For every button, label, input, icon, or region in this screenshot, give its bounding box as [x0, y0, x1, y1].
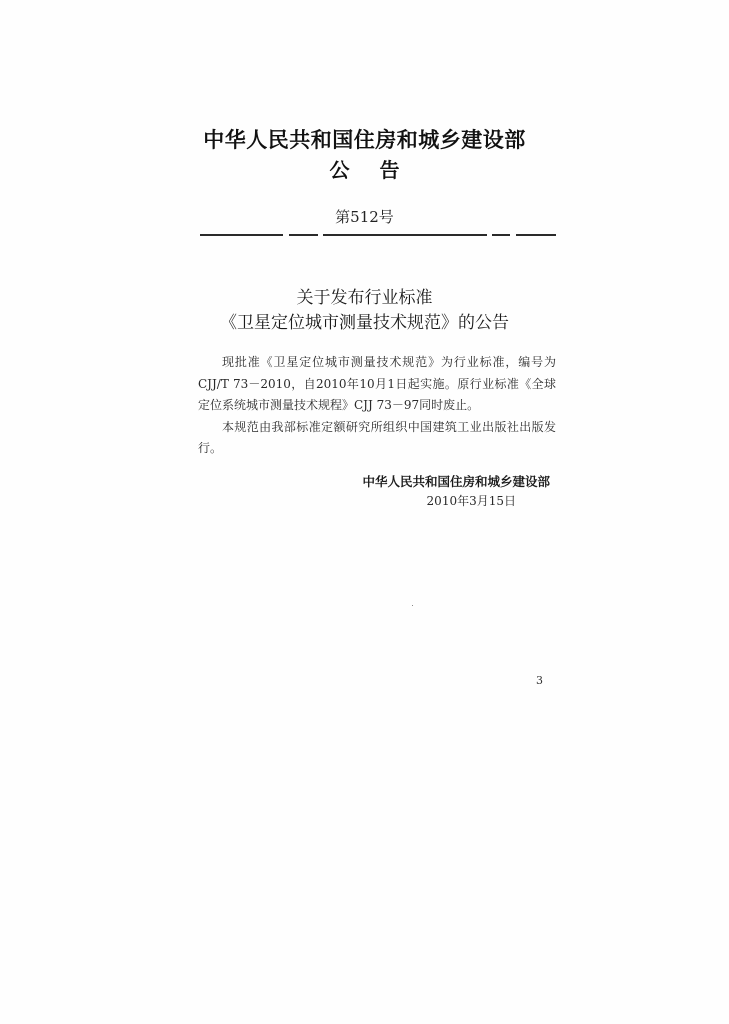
divider-gap	[510, 233, 516, 237]
ministry-heading: 中华人民共和国住房和城乡建设部	[203, 128, 526, 152]
divider-gap	[318, 233, 323, 237]
announcement-title-line2: 《卫星定位城市测量技术规范》的公告	[220, 313, 509, 333]
announcement-body	[198, 352, 556, 460]
announcement-title-line1: 关于发布行业标准	[296, 288, 433, 308]
document-type-heading: 公告	[329, 158, 430, 182]
announcement-number: 第512号	[335, 208, 394, 226]
body-paragraph-publication: 本规范由我部标准定额研究所组织中国建筑工业出版社出版发行。	[198, 419, 556, 455]
page-number: 3	[536, 674, 543, 687]
scan-speck	[412, 605, 413, 606]
divider-gap	[487, 233, 492, 237]
divider-gap	[283, 233, 289, 237]
issue-date: 2010年3月15日	[426, 494, 516, 508]
issuer-signature: 中华人民共和国住房和城乡建设部	[362, 474, 550, 489]
header-divider-line	[200, 234, 556, 236]
body-paragraph-approval: 现批准《卫星定位城市测量技术规范》为行业标准，编号为CJJ/T 73－2010，自2010年10月1日起实施。原行业标准《全球定位系统城市测量技术规程》CJJ 73－97同时废止。	[198, 355, 556, 412]
